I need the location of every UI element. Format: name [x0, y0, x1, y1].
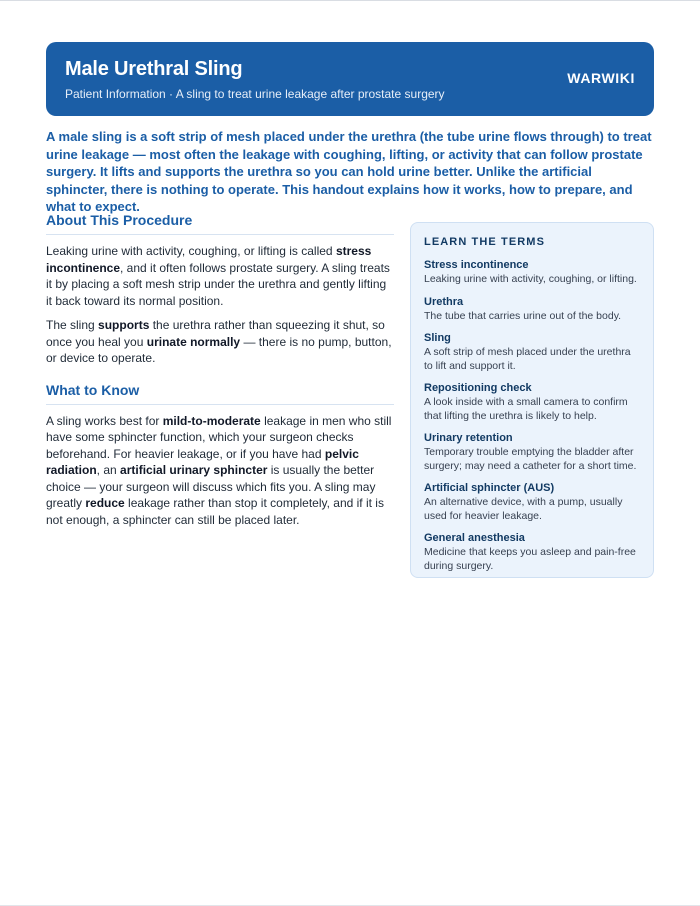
- emphasis-text: reduce: [85, 496, 125, 510]
- term-item: [424, 481, 640, 523]
- page-title: Male Urethral Sling: [65, 58, 243, 80]
- text-run: A sling works best for: [46, 413, 163, 428]
- text-run: The sling: [46, 318, 99, 332]
- top-divider: [0, 0, 700, 1]
- text-run: leakage in men who still have some sphincter function, which your surgeon checks beforehand. For heavier leakage, or if you have had: [46, 413, 392, 461]
- emphasis-text: artificial urinary sphincter: [120, 463, 268, 477]
- about-paragraph-2: [46, 317, 394, 367]
- page-subtitle: Patient Information · A sling to treat urine leakage after prostate surgery: [65, 87, 445, 101]
- text-run: the urethra rather than squeezing it shut, so once you heal you: [46, 318, 385, 349]
- term-name: Stress incontinence: [424, 259, 529, 271]
- terms-heading: LEARN THE TERMS: [424, 236, 545, 248]
- term-name: Artificial sphincter (AUS): [424, 482, 555, 494]
- term-item: [424, 431, 640, 473]
- emphasis-text: urinate normally: [146, 334, 241, 349]
- text-run: — there is no pump, button, or device to operate.: [46, 334, 392, 365]
- term-name: General anesthesia: [424, 532, 525, 544]
- what-to-know-paragraph: [46, 413, 394, 529]
- header-banner: [46, 42, 654, 116]
- term-item: [424, 331, 640, 373]
- text-run: is usually the better choice — your surgeon will discuss which fits you. A sling may greatly: [46, 463, 376, 510]
- learn-the-terms-box: [410, 222, 654, 578]
- lead-paragraph: A male sling is a soft strip of mesh placed under the urethra (the tube urine flows through) to treat urine leakage — most often the leakage with coughing, lifting, or activity that can follow prostate surgery. It lifts and supports the urethra so you can hold urine better. Unlike the artificial sphincter, there is nothing to operate. This handout explains how it works, how to prepare, and what to expect.: [46, 129, 652, 214]
- term-definition: Leaking urine with activity, coughing, or lifting.: [424, 273, 637, 285]
- term-definition: An alternative device, with a pump, usually used for heavier leakage.: [424, 496, 623, 522]
- term-name: Urinary retention: [424, 432, 513, 444]
- text-run: Leaking urine with activity, coughing, or lifting is called: [46, 244, 336, 258]
- term-item: [424, 531, 640, 573]
- about-paragraph-1: [46, 243, 394, 309]
- term-item: [424, 258, 640, 287]
- main-column: [46, 211, 394, 528]
- what-to-know-heading: What to Know: [46, 381, 394, 405]
- text-run: , an: [96, 463, 121, 477]
- term-name: Urethra: [424, 295, 464, 308]
- term-definition: A soft strip of mesh placed under the urethra to lift and support it.: [424, 346, 631, 372]
- brand-logo-text: WARWIKI: [567, 70, 635, 86]
- text-run: , and it often follows prostate surgery. A sling treats it by placing a soft mesh strip under the urethra and gently lifting it back toward its normal position.: [46, 260, 390, 308]
- term-name: Repositioning check: [424, 382, 532, 394]
- emphasis-text: supports: [98, 318, 150, 332]
- text-run: leakage rather than stop it completely, and if it is not enough, a sphincter can still be placed later.: [46, 496, 384, 527]
- term-item: [424, 295, 640, 324]
- emphasis-text: stress incontinence: [46, 244, 372, 275]
- emphasis-text: pelvic radiation: [46, 446, 359, 477]
- term-definition: Medicine that keeps you asleep and pain-free during surgery.: [424, 546, 636, 572]
- term-name: Sling: [424, 332, 451, 344]
- about-heading: About This Procedure: [46, 211, 394, 235]
- term-definition: A look inside with a small camera to confirm that lifting the urethra is likely to help.: [424, 396, 628, 422]
- term-definition: Temporary trouble emptying the bladder after surgery; may need a catheter for a short time.: [424, 446, 637, 472]
- emphasis-text: mild-to-moderate: [162, 413, 261, 428]
- term-definition: The tube that carries urine out of the body.: [424, 309, 622, 322]
- term-item: [424, 381, 640, 423]
